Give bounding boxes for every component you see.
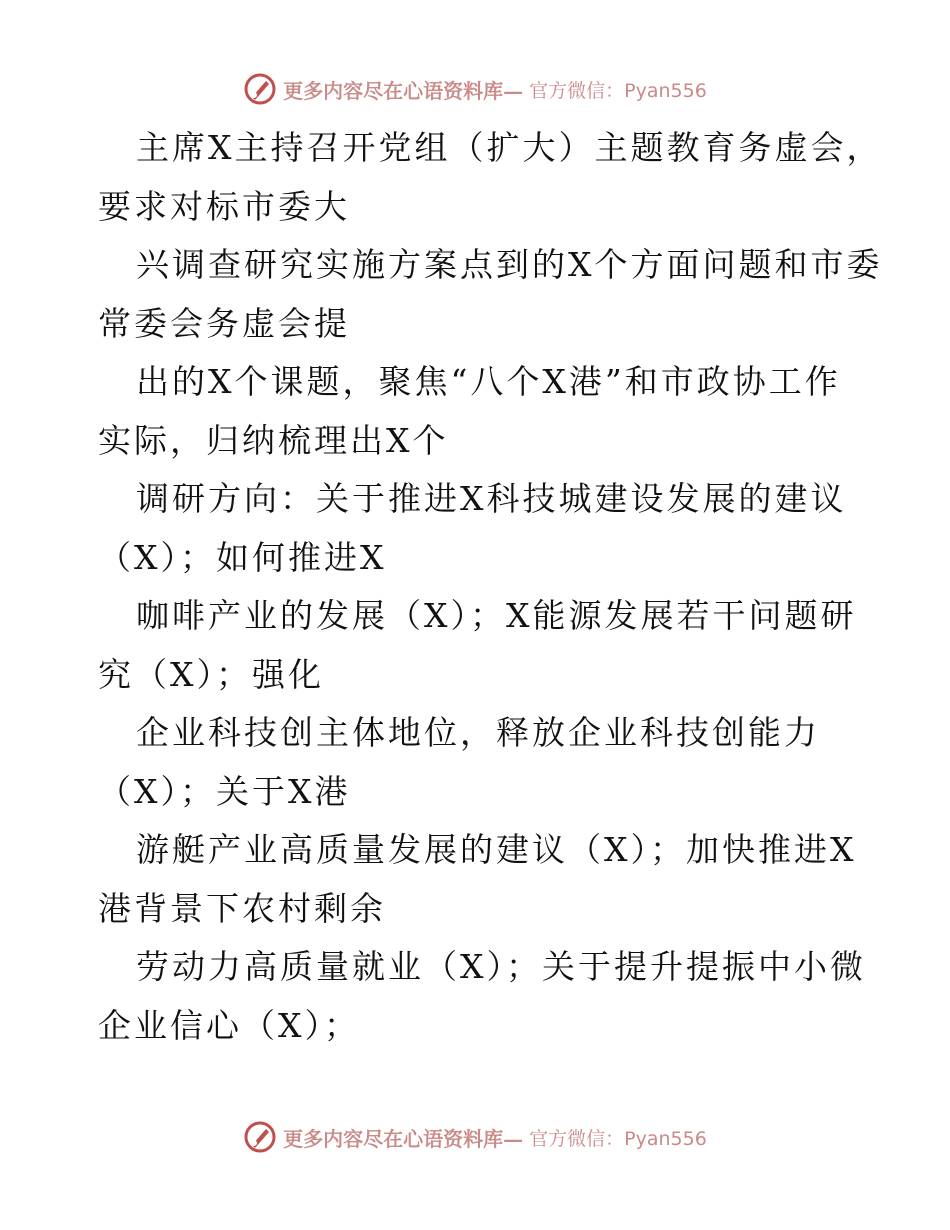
text-line: 劳动力高质量就业（X）；关于提升提振中小微 <box>136 947 866 986</box>
text-line: 究（X）；强化 <box>98 655 324 694</box>
text-line: 企业科技创主体地位，释放企业科技创能力 <box>136 713 820 752</box>
text-line: 咖啡产业的发展（X）；X能源发展若干问题研 <box>136 596 857 635</box>
pen-circle-logo-icon <box>243 72 277 106</box>
text-line: 调研方向：关于推进X科技城建设发展的建议 <box>136 479 847 518</box>
watermark-header <box>0 72 950 106</box>
text-line: 兴调查研究实施方案点到的X个方面问题和市委 <box>136 245 883 284</box>
text-line: 出的X个课题，聚焦“八个X港”和市政协工作 <box>136 362 841 401</box>
text-line: 企业信心（X）； <box>98 1006 360 1045</box>
text-line: （X）；关于X港 <box>98 772 351 811</box>
text-line: 游艇产业高质量发展的建议（X）；加快推进X <box>136 830 857 869</box>
text-line: 实际，归纳梳理出X个 <box>98 421 449 460</box>
watermark-footer <box>0 1120 950 1154</box>
text-line: （X）；如何推进X <box>98 538 387 577</box>
text-line: 要求对标市委大 <box>98 187 350 226</box>
watermark-contact: 官方微信：Pyan556 <box>529 79 707 102</box>
pen-circle-logo-icon <box>243 1120 277 1154</box>
text-line: 常委会务虚会提 <box>98 304 350 343</box>
watermark-brand: 更多内容尽在心语资料库— <box>283 78 524 103</box>
text-line: 港背景下农村剩余 <box>98 889 386 928</box>
watermark-brand: 更多内容尽在心语资料库— <box>283 1126 524 1151</box>
watermark-contact: 官方微信：Pyan556 <box>529 1127 707 1150</box>
text-line: 主席X主持召开党组（扩大）主题教育务虚会， <box>136 128 883 167</box>
